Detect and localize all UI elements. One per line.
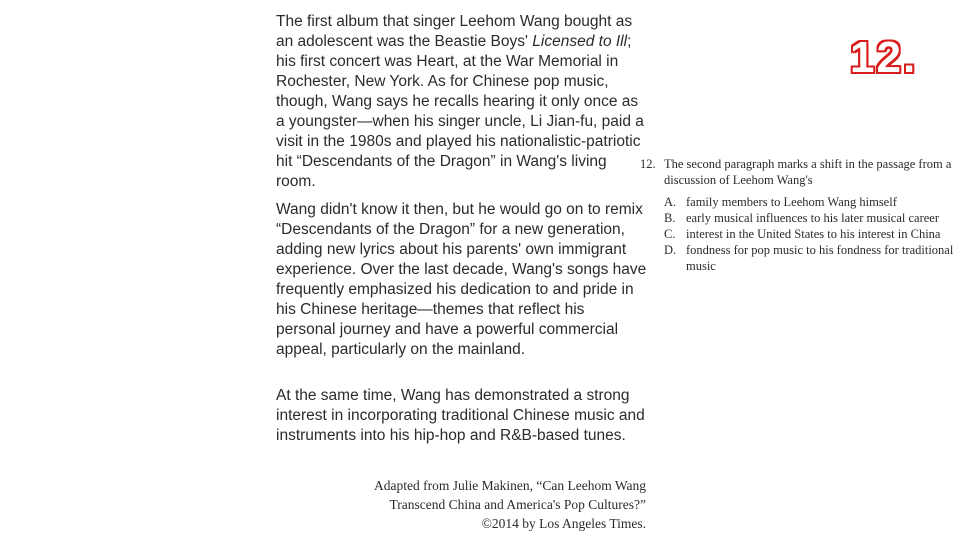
question-block: [640, 156, 956, 274]
option-letter: C.: [664, 227, 676, 241]
slide-number: 12.: [850, 33, 918, 82]
option-letter: D.: [664, 243, 677, 257]
answer-option-a[interactable]: [664, 194, 956, 210]
source-attribution: [330, 476, 646, 533]
passage-paragraph-1-start: The first album that singer Leehom Wang bought as an adolescent was the Beastie Boys': [276, 13, 633, 50]
album-title: Licensed to Ill: [532, 33, 628, 50]
attribution-line-1: Adapted from Julie Makinen, “Can Leehom Wang: [374, 478, 646, 493]
option-text: early musical influences to his later musical career: [686, 211, 940, 225]
option-text: interest in the United States to his interest in China: [686, 227, 941, 241]
question-text: The second paragraph marks a shift in the passage from a discussion of Leehom Wang's: [664, 157, 952, 187]
option-text: fondness for pop music to his fondness for traditional music: [686, 243, 954, 273]
passage-paragraph-1-end: ; his first concert was Heart, at the War Memorial in Rochester, New York. As for Chinese pop music, though, Wang says he recalls hearing it only once as a youngster—when his singer uncle, Li Jian-fu, paid a visit in the 1980s and played his nationalistic-patriotic hit “Descendants of the Dragon” in Wang's living room.: [276, 33, 644, 190]
question-stem: [640, 156, 956, 188]
answer-option-d[interactable]: [664, 242, 956, 274]
answer-option-c[interactable]: [664, 226, 956, 242]
passage-paragraph-2: Wang didn't know it then, but he would go on to remix “Descendants of the Dragon” for a new generation, adding new lyrics about his parents' own immigrant experience. Over the last decade, Wang's songs have frequently emphasized his dedication to and pride in his Chinese heritage—themes that reflect his personal journey and have a powerful commercial appeal, particularly on the mainland.: [276, 201, 647, 358]
passage-paragraph-1: [276, 12, 648, 188]
passage-paragraph-3: At the same time, Wang has demonstrated a strong interest in incorporating traditional Chinese music and instruments into his hip-hop and R&B-based tunes.: [276, 387, 645, 444]
option-letter: B.: [664, 211, 676, 225]
option-letter: A.: [664, 195, 677, 209]
reading-passage: [276, 12, 648, 476]
option-text: family members to Leehom Wang himself: [686, 195, 897, 209]
attribution-line-2: Transcend China and America's Pop Cultures?”: [389, 497, 646, 512]
question-number: 12.: [640, 157, 656, 171]
answer-option-b[interactable]: [664, 210, 956, 226]
answer-options: [640, 194, 956, 274]
attribution-line-3: ©2014 by Los Angeles Times.: [481, 516, 646, 531]
